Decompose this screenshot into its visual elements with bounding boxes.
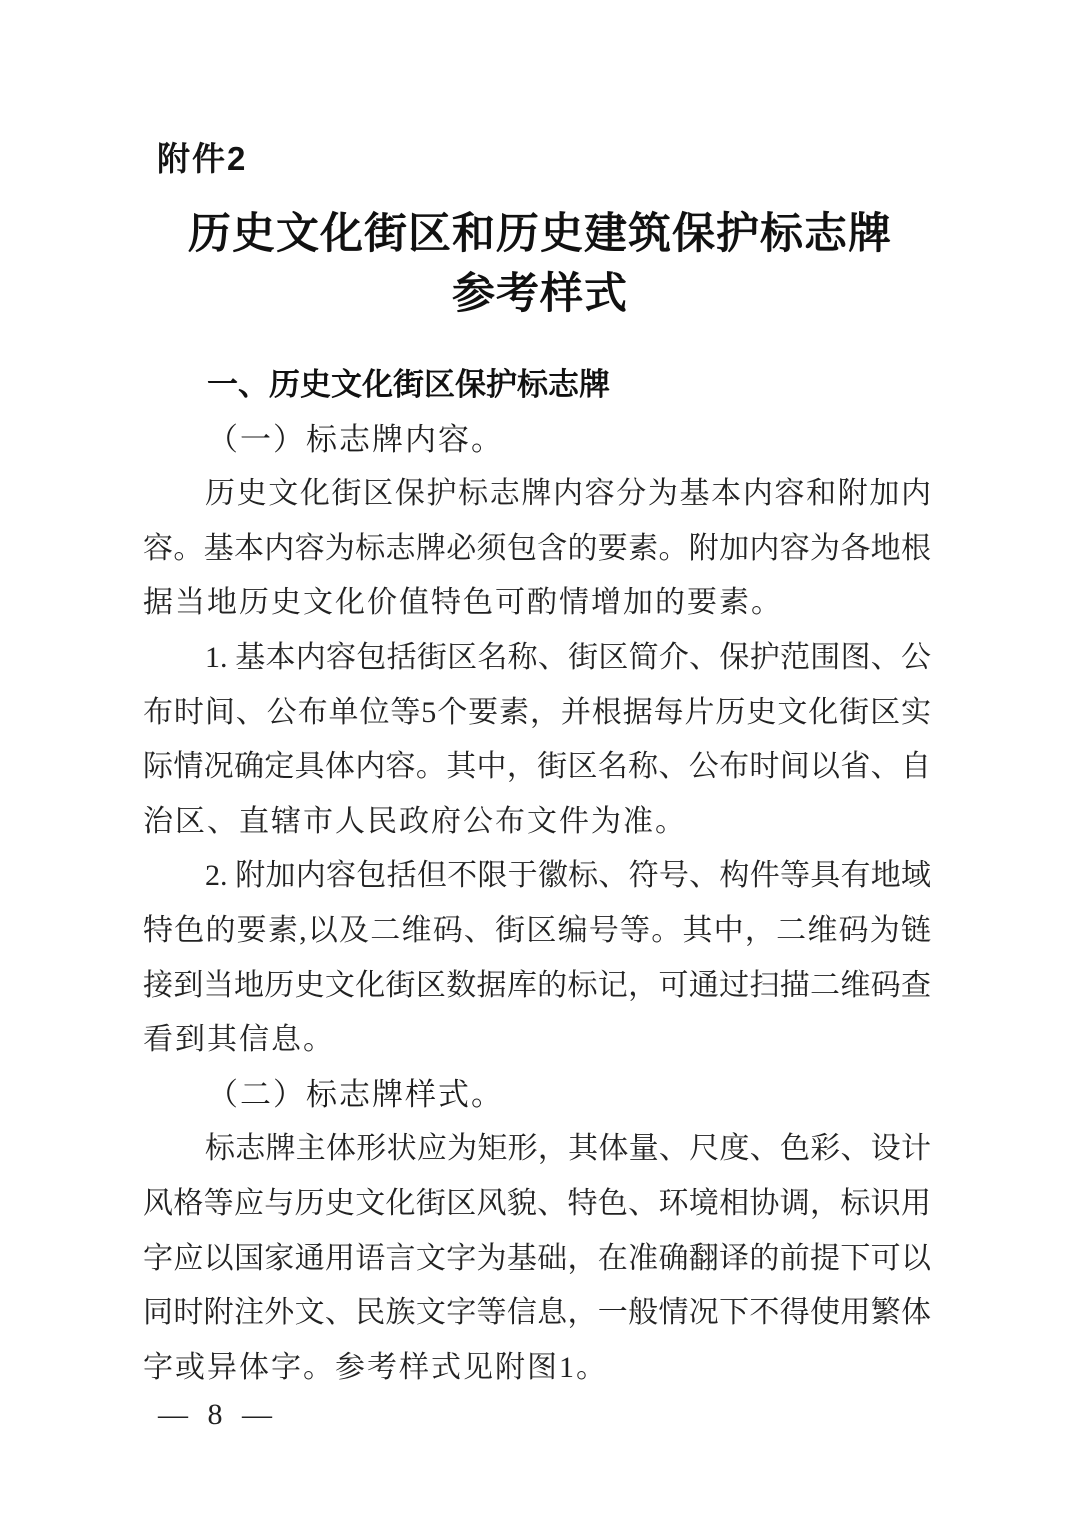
paragraph-4-line: 字应以国家通用语言文字为基础，在准确翻译的前提下可以	[143, 1241, 931, 1275]
paragraph-2-line: 布时间、公布单位等5个要素，并根据每片历史文化街区实	[143, 695, 931, 729]
paragraph-4-line: 风格等应与历史文化街区风貌、特色、环境相协调，标识用	[143, 1186, 931, 1220]
paragraph-3-line: 接到当地历史文化街区数据库的标记，可通过扫描二维码查	[143, 968, 931, 1002]
document-title	[0, 204, 1080, 324]
paragraph-1-line: 历史文化街区保护标志牌内容分为基本内容和附加内	[205, 477, 931, 511]
attachment-label: 附件2	[157, 140, 248, 177]
paragraph-4-line: 同时附注外文、民族文字等信息，一般情况下不得使用繁体	[143, 1296, 931, 1330]
paragraph-3-line: 特色的要素,以及二维码、街区编号等。其中，二维码为链	[143, 913, 931, 947]
subsection-2-heading: （二）标志牌样式。	[207, 1076, 504, 1112]
paragraph-2-line: 际情况确定具体内容。其中，街区名称、公布时间以省、自	[143, 750, 931, 784]
paragraph-4-line: 标志牌主体形状应为矩形，其体量、尺度、色彩、设计	[205, 1132, 931, 1166]
paragraph-1-line: 据当地历史文化价值特色可酌情增加的要素。	[143, 586, 783, 620]
document-body	[143, 358, 931, 1395]
paragraph-2-line: 1. 基本内容包括街区名称、街区简介、保护范围图、公	[205, 640, 931, 674]
section-1-heading: 一、历史文化街区保护标志牌	[207, 367, 610, 402]
paragraph-1-line: 容。基本内容为标志牌必须包含的要素。附加内容为各地根	[143, 531, 931, 565]
paragraph-3-line: 看到其信息。	[143, 1023, 335, 1057]
paragraph-2-line: 治区、直辖市人民政府公布文件为准。	[143, 804, 687, 838]
page-number: — 8 —	[158, 1398, 278, 1431]
paragraph-3-line: 2. 附加内容包括但不限于徽标、符号、构件等具有地域	[205, 859, 931, 893]
title-line-1: 历史文化街区和历史建筑保护标志牌	[188, 210, 892, 258]
paragraph-4-line: 字或异体字。参考样式见附图1。	[143, 1350, 608, 1384]
title-line-2: 参考样式	[452, 270, 628, 318]
subsection-1-heading: （一）标志牌内容。	[207, 421, 504, 457]
